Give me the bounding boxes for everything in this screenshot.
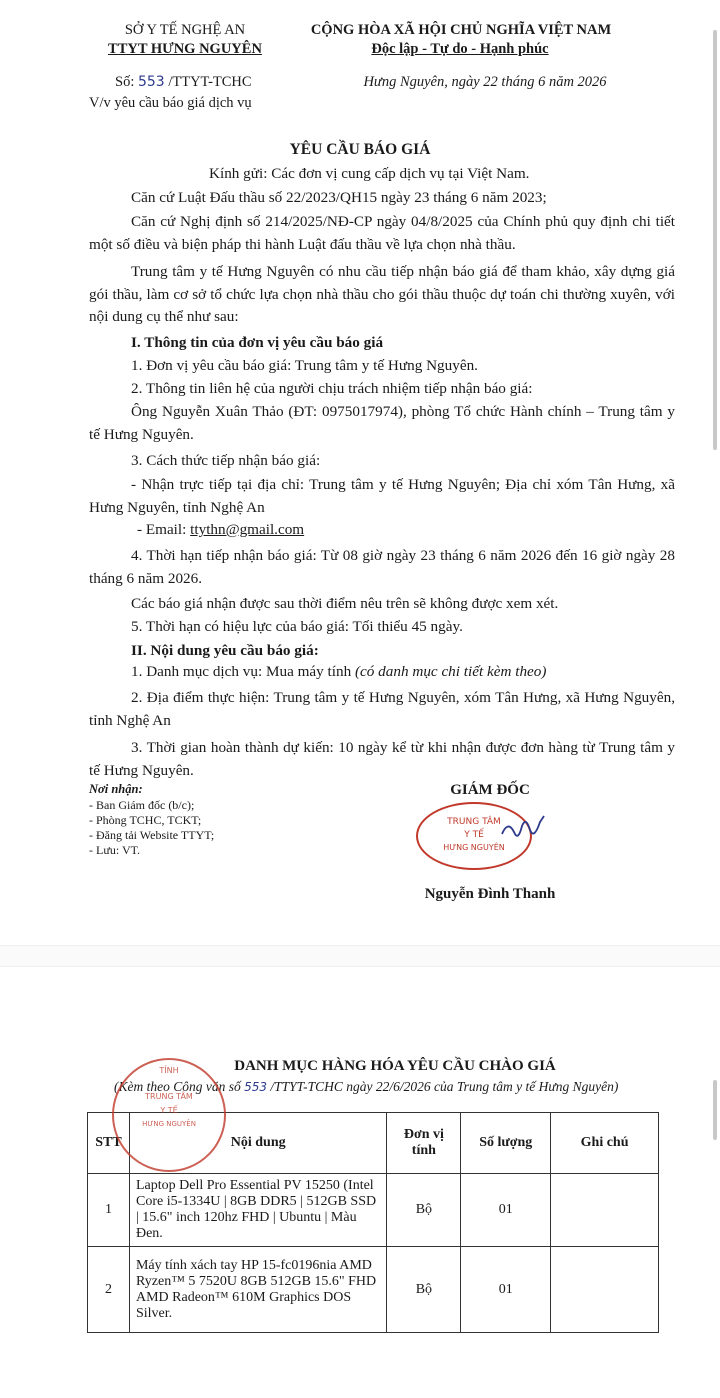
section-2-item-2: 2. Địa điểm thực hiện: Trung tâm y tế Hưng Nguyên, xóm Tân Hưng, xã Hưng Nguyên, tỉnh Nghệ An bbox=[89, 689, 675, 729]
handwritten-number: 553 bbox=[137, 74, 165, 90]
place-date: Hưng Nguyên, ngày 22 tháng 6 năm 2026 bbox=[363, 74, 607, 90]
document-title: YÊU CẦU BÁO GIÁ bbox=[289, 141, 431, 158]
subject-line: V/v yêu cầu báo giá dịch vụ bbox=[89, 95, 252, 111]
legal-basis-1: Căn cứ Luật Đấu thầu số 22/2023/QH15 ngày 23 tháng 6 năm 2023; bbox=[131, 189, 547, 206]
recipient-item: - Đăng tải Website TTYT; bbox=[89, 828, 215, 842]
email-line bbox=[137, 521, 304, 539]
header-stt: STT bbox=[88, 1113, 130, 1174]
motto: Độc lập - Tự do - Hạnh phúc bbox=[371, 41, 549, 57]
section-2-title: II. Nội dung yêu cầu báo giá: bbox=[131, 642, 319, 659]
scrollbar-thumb[interactable] bbox=[713, 30, 717, 450]
page-break bbox=[0, 945, 720, 967]
service-list-note: (có danh mục chi tiết kèm theo) bbox=[354, 663, 547, 680]
header-note: Ghi chú bbox=[551, 1113, 659, 1174]
section-1-item-1: 1. Đơn vị yêu cầu báo giá: Trung tâm y tế Hưng Nguyên. bbox=[131, 357, 478, 374]
appendix-title: DANH MỤC HÀNG HÓA YÊU CẦU CHÀO GIÁ bbox=[234, 1058, 556, 1074]
section-1-item-5: 5. Thời hạn có hiệu lực của báo giá: Tối thiểu 45 ngày. bbox=[131, 618, 463, 635]
email-link[interactable]: ttythn@gmail.com bbox=[190, 521, 305, 538]
recipient-item: - Ban Giám đốc (b/c); bbox=[89, 798, 195, 812]
seal-text: HƯNG NGUYÊN bbox=[443, 843, 505, 852]
seal-text: HƯNG NGUYÊN bbox=[142, 1120, 196, 1128]
scrollbar-thumb[interactable] bbox=[713, 1080, 717, 1140]
subtitle-part-a: (Kèm theo Công văn số bbox=[114, 1079, 241, 1094]
subtitle-part-b: /TTYT-TCHC ngày 22/6/2026 của Trung tâm y tế Hưng Nguyên) bbox=[270, 1079, 619, 1094]
table-row bbox=[88, 1174, 659, 1247]
section-1-title: I. Thông tin của đơn vị yêu cầu báo giá bbox=[131, 334, 384, 351]
recipient-item: - Phòng TCHC, TCKT; bbox=[89, 813, 202, 827]
handwritten-signature bbox=[498, 812, 548, 848]
row-unit: Bộ bbox=[387, 1174, 461, 1247]
handwritten-number: 553 bbox=[244, 1080, 268, 1094]
seal-text: TRUNG TÂM bbox=[145, 1092, 193, 1101]
header-unit: Đơn vị tính bbox=[387, 1113, 461, 1174]
section-2-item-3: 3. Thời gian hoàn thành dự kiến: 10 ngày kể từ khi nhận được đơn hàng từ Trung tâm y tế Hưng Nguyên. bbox=[89, 739, 675, 779]
row-content: Laptop Dell Pro Essential PV 15250 (Intel Core i5-1334U | 8GB DDR5 | 512GB SSD | 15.6" inch 120hz FHD | Ubuntu | Màu Đen. bbox=[129, 1174, 386, 1247]
contact-person: Ông Nguyễn Xuân Thảo (ĐT: 0975017974), phòng Tổ chức Hành chính – Trung tâm y tế Hưng Nguyên. bbox=[89, 403, 675, 443]
agency-name: SỞ Y TẾ NGHỆ AN bbox=[124, 22, 246, 38]
header-content: Nội dung bbox=[129, 1113, 386, 1174]
row-unit: Bộ bbox=[387, 1247, 461, 1333]
row-note bbox=[551, 1247, 659, 1333]
section-2-item-1 bbox=[131, 663, 546, 681]
email-label: - Email: bbox=[137, 521, 187, 538]
row-content: Máy tính xách tay HP 15-fc0196nia AMD Ryzen™ 5 7520U 8GB 512GB 15.6" FHD AMD Radeon™ 610M Graphics DOS Silver. bbox=[129, 1247, 386, 1333]
section-1-item-4: 4. Thời hạn tiếp nhận báo giá: Từ 08 giờ ngày 23 tháng 6 năm 2026 đến 16 giờ ngày 28 tháng 6 năm 2026. bbox=[89, 547, 675, 587]
number-prefix: Số: bbox=[115, 74, 135, 90]
nation-title: CỘNG HÒA XÃ HỘI CHỦ NGHĨA VIỆT NAM bbox=[310, 22, 612, 38]
document-number bbox=[115, 74, 252, 91]
seal-text: TRUNG TÂM bbox=[447, 817, 501, 827]
row-stt: 2 bbox=[88, 1247, 130, 1333]
number-suffix: /TTYT-TCHC bbox=[168, 74, 252, 90]
greeting: Kính gửi: Các đơn vị cung cấp dịch vụ tại Việt Nam. bbox=[209, 165, 530, 182]
seal-text: TỈNH bbox=[159, 1066, 179, 1075]
service-list: 1. Danh mục dịch vụ: Mua máy tính bbox=[131, 663, 352, 680]
deadline-note: Các báo giá nhận được sau thời điểm nêu trên sẽ không được xem xét. bbox=[131, 595, 559, 612]
unit-name: TTYT HƯNG NGUYÊN bbox=[108, 41, 262, 57]
row-quantity: 01 bbox=[461, 1247, 551, 1333]
signer-role: GIÁM ĐỐC bbox=[450, 782, 530, 798]
seal-text: Y TẾ bbox=[160, 1106, 178, 1115]
table-row bbox=[88, 1247, 659, 1333]
section-1-item-3: 3. Cách thức tiếp nhận báo giá: bbox=[131, 452, 321, 469]
appendix-seal bbox=[112, 1058, 226, 1172]
recipients-title: Nơi nhận: bbox=[89, 782, 143, 796]
signer-name: Nguyễn Đình Thanh bbox=[424, 886, 556, 902]
legal-basis-2: Căn cứ Nghị định số 214/2025/NĐ-CP ngày 04/8/2025 của Chính phủ quy định chi tiết một số điều và biện pháp thi hành Luật đấu thầu về lựa chọn nhà thầu. bbox=[89, 213, 675, 253]
recipient-item: - Lưu: VT. bbox=[89, 843, 141, 857]
intro-paragraph: Trung tâm y tế Hưng Nguyên có nhu cầu tiếp nhận báo giá để tham khảo, xây dựng giá gói thầu, làm cơ sở tổ chức lựa chọn nhà thầu cho gói thầu thuộc dự toán chi thường xuyên, với nội dung cụ thể như sau: bbox=[89, 263, 675, 325]
row-quantity: 01 bbox=[461, 1174, 551, 1247]
header-quantity: Số lượng bbox=[461, 1113, 551, 1174]
section-1-item-2: 2. Thông tin liên hệ của người chịu trách nhiệm tiếp nhận báo giá: bbox=[131, 380, 533, 397]
direct-address: - Nhận trực tiếp tại địa chỉ: Trung tâm y tế Hưng Nguyên; Địa chỉ xóm Tân Hưng, xã Hưng Nguyên, tỉnh Nghệ An bbox=[89, 476, 675, 516]
row-stt: 1 bbox=[88, 1174, 130, 1247]
row-note bbox=[551, 1174, 659, 1247]
seal-text: Y TẾ bbox=[464, 830, 484, 840]
